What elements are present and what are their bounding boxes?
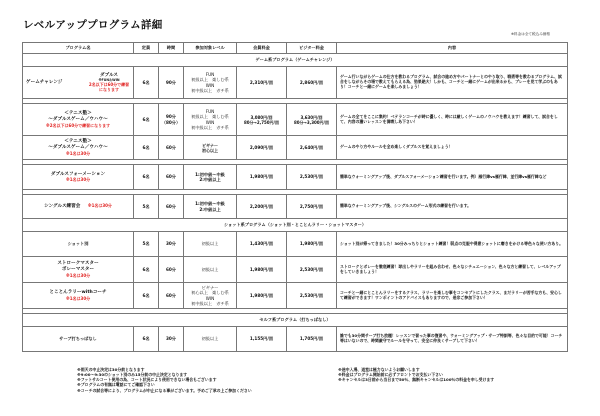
table-row [23,195,568,219]
visitor-price [287,104,337,136]
level: 初級以上 [184,232,237,257]
col-header-time: 時間 [159,43,184,54]
duration: 60分 [159,283,184,309]
program-content: 誰でも30分間サーブ打ち放題！レッスンで習った事の復習や、ウォーミングアップ・サーブ特訓等、色々な目的で可能！コーチ等はいないので、時間厳守でルールを守って、安全に仲良くサーブして下さい！ [337,327,568,352]
program-name-cell [23,136,134,160]
section-heading: セルフ系プログラム（打ちっぱなし） [23,314,568,327]
program-content: 簡単なウォーミングアップ後、シングルスのゲーム形式の練習を行います。 [337,195,568,219]
level-line: 初級以上 楽しむ系 [191,114,229,120]
table-row [23,283,568,309]
duration: 60分 [159,257,184,283]
level: 初級以上 [184,327,237,352]
level-line: FUN [205,109,215,114]
note-line: ※9:00～9:30のショット別のみ15分前の中止決定となります [77,372,188,378]
level-line: 初心以上 楽しむ系 [191,290,229,296]
duration: 60分 [159,136,184,160]
program-content: コーチと一緒にとことんラリーをするクラス、ラリーを楽しむ事をコンセプトにしたクラス、まだラリーが苦手な方も、安心して練習ができます！ワンポイントのアドバイスもありますので、是非ご参加下さい！ [337,283,568,309]
program-note: ※2名以下は60分で練習になります [45,122,111,128]
program-subname: ボレーマスター [61,267,95,272]
member-price: 2,310円/回 [237,67,287,99]
visitor-price: 2,530円/回 [287,283,337,309]
capacity: 5名 [134,232,159,257]
note-line: ※料金はプログラム開始前に必ずフロントでお支払い下さい [338,372,443,378]
level-line: 初中級以上 ガチ系 [191,87,229,93]
visitor-price: 2,860円/回 [287,67,337,99]
program-name: とことんラリーwithコーチ [49,290,107,296]
duration: 30分 [159,327,184,352]
program-table [22,42,568,352]
program-name: シングルス練習会 [44,204,81,210]
duration: 60分 [159,195,184,219]
visitor-price: 2,530円/回 [287,165,337,190]
col-header-level: 参加対象レベル [184,43,237,54]
program-content: 簡単なウォーミングアップ後、ダブルスフォーメーション練習を行います。例）雁行陣vs雁行陣、並行陣vs雁行陣など [337,165,568,190]
program-note: 2名以下は60分で練習になります [88,82,130,93]
visitor-price: 2,530円/回 [287,257,337,283]
level-line: FUN [205,72,215,77]
level-line: WIN [205,82,215,88]
level: 初級以上 [184,257,237,283]
capacity: 5名 [134,195,159,219]
program-subname: ダブルス [99,72,119,78]
col-header-capacity: 定員 [134,43,159,54]
note-line: ※雨天の中止決定は30分前となります [77,367,145,372]
level-line: ビギナー [202,142,218,148]
level [184,67,237,99]
program-note: ※1名は30分 [65,295,91,301]
capacity: 6名 [134,67,159,99]
table-row [23,104,568,136]
page-title: レベルアッププログラム詳細 [23,19,163,31]
level [184,136,237,160]
visitor-price: 1,980円/回 [287,232,337,257]
visitor-price: 1,705円/回 [287,327,337,352]
program-name: ショット別 [23,232,134,257]
program-name: ダブルスフォーメーション [50,171,106,177]
visitor-price: 2,640円/回 [287,136,337,160]
col-header-content: 内容 [337,43,568,54]
duration: 90分 [159,67,184,99]
section-heading: ゲーム系プログラム（ゲームチャレンジ） [23,54,568,67]
program-note: ※1名は30分 [65,272,91,278]
section-heading-row [23,219,568,232]
program-content: ゲームの全てをここに集約！ベテランコーチが時に優しく、時には厳しくゲームのノウハウを教えます！練習して、試合をして、内容の濃いレッスンを満喫しあ下さい！ [337,104,568,136]
member-price: 1,980円/回 [237,257,287,283]
note-line: ※キャンセルは3日前から当日まで50％、無断キャンセルは100％の料金を申し受けます [338,377,495,383]
level-line: WIN [205,295,215,301]
price-main: 3,080円/回 [250,114,273,120]
capacity: 6名 [134,327,159,352]
member-price: 2,090円/回 [237,136,287,160]
level-line: 初心以上 [202,147,218,153]
level-line: 2:中級以上 [199,206,221,212]
note-line: ※フットサルコート使用の為、コート状況により使用できない場合もございます [77,377,217,383]
program-name-cell [23,257,134,283]
price-sub: 80分→3,300円/回 [293,119,330,125]
member-price [237,104,287,136]
program-name: ゲームチャレンジ [26,79,63,85]
member-price: 2,200円/回 [237,195,287,219]
table-row [23,67,568,99]
level [184,283,237,309]
program-name-cell [23,165,134,190]
footer-notes-left [77,367,287,393]
duration: 60分 [159,165,184,190]
note-line: ※コーチの試合等により、プログラムが中止になる事がございます。予めご了承の上ご参加ください [77,387,252,393]
program-name-cell [23,283,134,309]
level-line: 1:初中級～中級 [195,171,225,177]
duration-main: 90分 [165,114,176,120]
program-note: ※1名は30分 [65,177,91,183]
visitor-price: 2,750円/回 [287,195,337,219]
level-line: ビギナー [201,285,219,290]
program-content: ストロークとボレーを徹底練習！球出しやラリーを組み合わせ、色々なシチュエーション、色々な方と練習して、レベルアップをしていきましょう！ [337,257,568,283]
capacity: 6名 [134,165,159,190]
table-row [23,165,568,190]
level [184,104,237,136]
capacity: 6名 [134,257,159,283]
capacity: 6名 [134,136,159,160]
program-name: サーブ打ちっぱなし [23,327,134,352]
program-note: ※1名は30分 [87,203,112,209]
col-header-member-price: 会員料金 [237,43,287,54]
program-note: ※1名は30分 [65,150,91,156]
duration: 30分 [159,232,184,257]
capacity: 6名 [134,283,159,309]
footer-notes-right [338,367,568,382]
col-header-name: プログラム名 [23,43,134,54]
program-name-cell [23,195,134,219]
member-price: 1,980円/回 [237,283,287,309]
level [184,165,237,190]
program-subname: ～ダブルスゲーム／ウハウ～ [48,145,108,150]
level [184,195,237,219]
tax-note: ※料金は全て税込み価格 [511,32,550,36]
program-name: ＜テニス塾＞ [64,139,92,145]
member-price: 1,430円/回 [237,232,287,257]
capacity: 6名 [134,104,159,136]
program-name-cell [23,67,134,99]
price-main: 3,630円/回 [300,114,323,120]
program-content: ショット別が帰ってきました！30分みっちりとショット練習！弱点の克服や得意ショットに磨きをかける等色々な使い方あり。 [337,232,568,257]
table-row [23,232,568,257]
level-line: WIN [205,119,215,125]
level-line: 初級以上 楽しむ系 [191,77,229,83]
duration-sub: （80分） [161,119,181,125]
section-heading-row [23,314,568,327]
table-row [23,136,568,160]
level-line: 2:中級以上 [199,177,221,182]
table-row [23,327,568,352]
member-price: 1,155円/回 [237,327,287,352]
program-content: ゲームのやり方やルールを全め楽しくダブルスを覚えましょう！ [337,136,568,160]
table-header-row [23,43,568,54]
table-row [23,257,568,283]
level-line: 初中級以上 ガチ系 [191,300,229,306]
level-line: 初中級以上 ガチ系 [191,124,229,130]
level-line: 1:初中級～中級 [195,201,225,207]
program-subname-2: ※FUN＆WIN [98,78,120,83]
program-name-cell [23,104,134,136]
note-line: ※プログラムの有無は電話にてご確認下さい [77,382,155,388]
program-name: ストロークマスター [57,261,99,267]
section-heading: ショット系プログラム（ショット別・とことんラリー・ショットマスター） [23,219,568,232]
member-price: 1,980円/回 [237,165,287,190]
program-content: ゲーム行いながらゲームの仕方を教わるプログラム、試合の進め方やパートナーとのやり取り、戦術等を教わるプログラム、試合をしながらその場で教えてもらえる為、効果絶大！しかも、コーチと一緒にゲームが出来るかも、プレーを見て学ぶのもあり！コーチと一緒にゲームを楽しみましょう！ [337,67,568,99]
note-line: ※途中入場、退室は極力ないようお願いします [338,367,420,372]
section-heading-row [23,54,568,67]
program-subname: ～ダブルスゲーム／ウハウ～ [48,117,108,122]
duration [159,104,184,136]
program-name: ＜テニス塾＞ [64,111,92,117]
price-sub: 80分→2,750円/回 [243,119,280,125]
col-header-visitor-price: ビジター料金 [287,43,337,54]
